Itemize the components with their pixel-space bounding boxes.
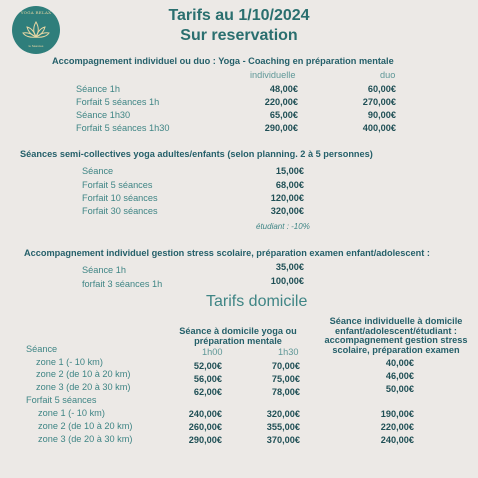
d2-row-1h00: 240,00€ xyxy=(188,409,222,419)
s1-row-duo: 90,00€ xyxy=(367,110,396,120)
s1-row-label: Séance 1h xyxy=(76,84,120,94)
d1-row-1h00: 62,00€ xyxy=(193,387,222,397)
page-title: Tarifs au 1/10/2024 xyxy=(168,7,310,24)
d2-row-1h00: 260,00€ xyxy=(188,422,222,432)
s3-row-price: 100,00€ xyxy=(270,276,304,286)
s1-row-individuelle: 48,00€ xyxy=(269,84,298,94)
d1-row-stress: 46,00€ xyxy=(385,371,414,381)
s1-row-label: Forfait 5 séances 1h xyxy=(76,97,160,107)
s2-row-price: 15,00€ xyxy=(275,166,304,176)
s2-row-label: Forfait 5 séances xyxy=(82,180,153,190)
s1-row-label: Forfait 5 séances 1h30 xyxy=(76,123,170,133)
section2-heading: Séances semi-collectives yoga adultes/enfants (selon planning. 2 à 5 personnes) xyxy=(20,149,373,159)
sub-1h00: 1h00 xyxy=(202,347,223,357)
s1-row-individuelle: 220,00€ xyxy=(264,97,298,107)
domicile-title: Tarifs domicile xyxy=(206,293,308,310)
s2-row-price: 320,00€ xyxy=(270,206,304,216)
d1-row-1h30: 78,00€ xyxy=(271,387,300,397)
section1-heading: Accompagnement individuel ou duo : Yoga - Coaching en préparation mentale xyxy=(52,56,394,66)
d1-row-label: zone 2 (de 10 à 20 km) xyxy=(36,369,131,379)
d2-row-stress: 220,00€ xyxy=(380,422,414,432)
d1-row-label: zone 3 (de 20 à 30 km) xyxy=(36,382,131,392)
logo-ring-text: YOGA RELAX xyxy=(20,10,52,15)
s1-row-individuelle: 290,00€ xyxy=(264,123,298,133)
s1-row-duo: 60,00€ xyxy=(367,84,396,94)
d1-row-1h00: 52,00€ xyxy=(193,361,222,371)
s1-row-individuelle: 65,00€ xyxy=(269,110,298,120)
d1-row-stress: 40,00€ xyxy=(385,358,414,368)
d2-row-1h30: 355,00€ xyxy=(266,422,300,432)
d1-row-1h30: 70,00€ xyxy=(271,361,300,371)
d2-row-1h30: 320,00€ xyxy=(266,409,300,419)
d1-row-1h00: 56,00€ xyxy=(193,374,222,384)
s2-row-price: 68,00€ xyxy=(275,180,304,190)
d1-row-1h30: 75,00€ xyxy=(271,374,300,384)
student-discount-note: étudiant : -10% xyxy=(256,222,310,231)
d1-row-label: zone 1 (- 10 km) xyxy=(36,357,103,367)
d2-row-1h00: 290,00€ xyxy=(188,435,222,445)
domicile-group1-label: Séance xyxy=(26,344,58,354)
s2-row-label: Séance xyxy=(82,166,114,176)
domicile-group2-label: Forfait 5 séances xyxy=(26,395,97,405)
logo-sub-text: le Séances xyxy=(28,44,44,48)
s3-row-price: 35,00€ xyxy=(275,262,304,272)
s1-row-duo: 400,00€ xyxy=(362,123,396,133)
d2-row-stress: 190,00€ xyxy=(380,409,414,419)
domicile-stress-heading: Séance individuelle à domicile enfant/adolescent/étudiant : accompagnement gestion stress scolaire, préparation examen xyxy=(324,316,468,355)
s2-row-label: Forfait 10 séances xyxy=(82,193,158,203)
s1-row-label: Séance 1h30 xyxy=(76,110,131,120)
s1-row-duo: 270,00€ xyxy=(362,97,396,107)
s2-row-label: Forfait 30 séances xyxy=(82,206,158,216)
col-individuelle: individuelle xyxy=(250,70,296,80)
s3-row-label: forfait 3 séances 1h xyxy=(82,279,163,289)
page-subtitle: Sur reservation xyxy=(180,27,298,44)
section3-heading: Accompagnement individuel gestion stress scolaire, préparation examen enfant/adolescent : xyxy=(24,248,430,258)
d2-row-label: zone 3 (de 20 à 30 km) xyxy=(38,434,133,444)
domicile-yoga-heading: Séance à domicile yoga ou préparation mentale xyxy=(179,326,297,346)
d2-row-label: zone 1 (- 10 km) xyxy=(38,408,105,418)
d1-row-stress: 50,00€ xyxy=(385,384,414,394)
col-duo: duo xyxy=(380,70,396,80)
d2-row-1h30: 370,00€ xyxy=(266,435,300,445)
d2-row-label: zone 2 (de 10 à 20 km) xyxy=(38,421,133,431)
d2-row-stress: 240,00€ xyxy=(380,435,414,445)
s3-row-label: Séance 1h xyxy=(82,265,126,275)
s2-row-price: 120,00€ xyxy=(270,193,304,203)
sub-1h30: 1h30 xyxy=(278,347,299,357)
